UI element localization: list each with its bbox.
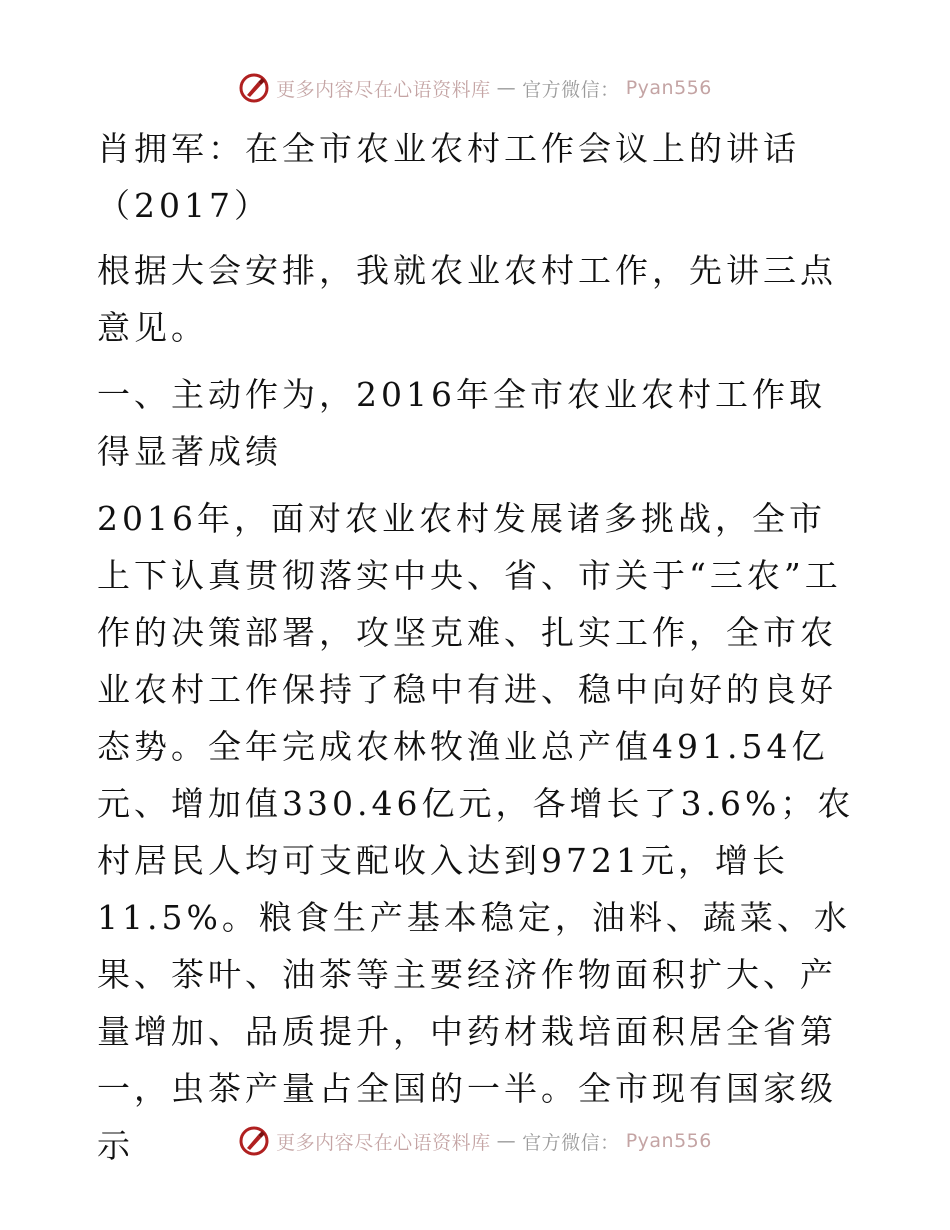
watermark-separator: — <box>496 1130 517 1152</box>
watermark-text: 更多内容尽在心语资料库 <box>276 1131 491 1154</box>
pen-logo-icon <box>238 72 270 104</box>
pen-logo-icon <box>238 1125 270 1157</box>
watermark-wechat-label: 官方微信： <box>522 1131 620 1154</box>
header-watermark <box>0 72 950 104</box>
watermark-separator: — <box>496 77 517 99</box>
watermark-text: 更多内容尽在心语资料库 <box>276 78 491 101</box>
body-paragraph: 2016年，面对农业农村发展诸多挑战，全市上下认真贯彻落实中央、省、市关于“三农”工作的决策部署，攻坚克难、扎实工作，全市农业农村工作保持了稳中有进、稳中向好的良好态势。全年完成农林牧渔业总产值491.54亿元、增加值330.46亿元，各增长了3.6%；农村居民人均可支配收入达到9721元，增长11.5%。粮食生产基本稳定，油料、蔬菜、水果、茶叶、油茶等主要经济作物面积扩大、产量增加、品质提升，中药材栽培面积居全省第一，虫茶产量占全国的一半。全市现有国家级示 <box>97 499 855 1165</box>
document-title-year: （2017） <box>97 186 271 225</box>
watermark-wechat-label: 官方微信： <box>522 78 620 101</box>
watermark-wechat-id: Pyan556 <box>625 77 712 99</box>
intro-paragraph: 根据大会安排，我就农业农村工作，先讲三点意见。 <box>97 251 837 347</box>
watermark-wechat-id: Pyan556 <box>625 1130 712 1152</box>
footer-watermark <box>0 1125 950 1157</box>
document-title: 肖拥军：在全市农业农村工作会议上的讲话 <box>97 129 800 168</box>
document-body <box>97 120 857 1174</box>
section-heading: 一、主动作为，2016年全市农业农村工作取得显著成绩 <box>97 375 826 471</box>
